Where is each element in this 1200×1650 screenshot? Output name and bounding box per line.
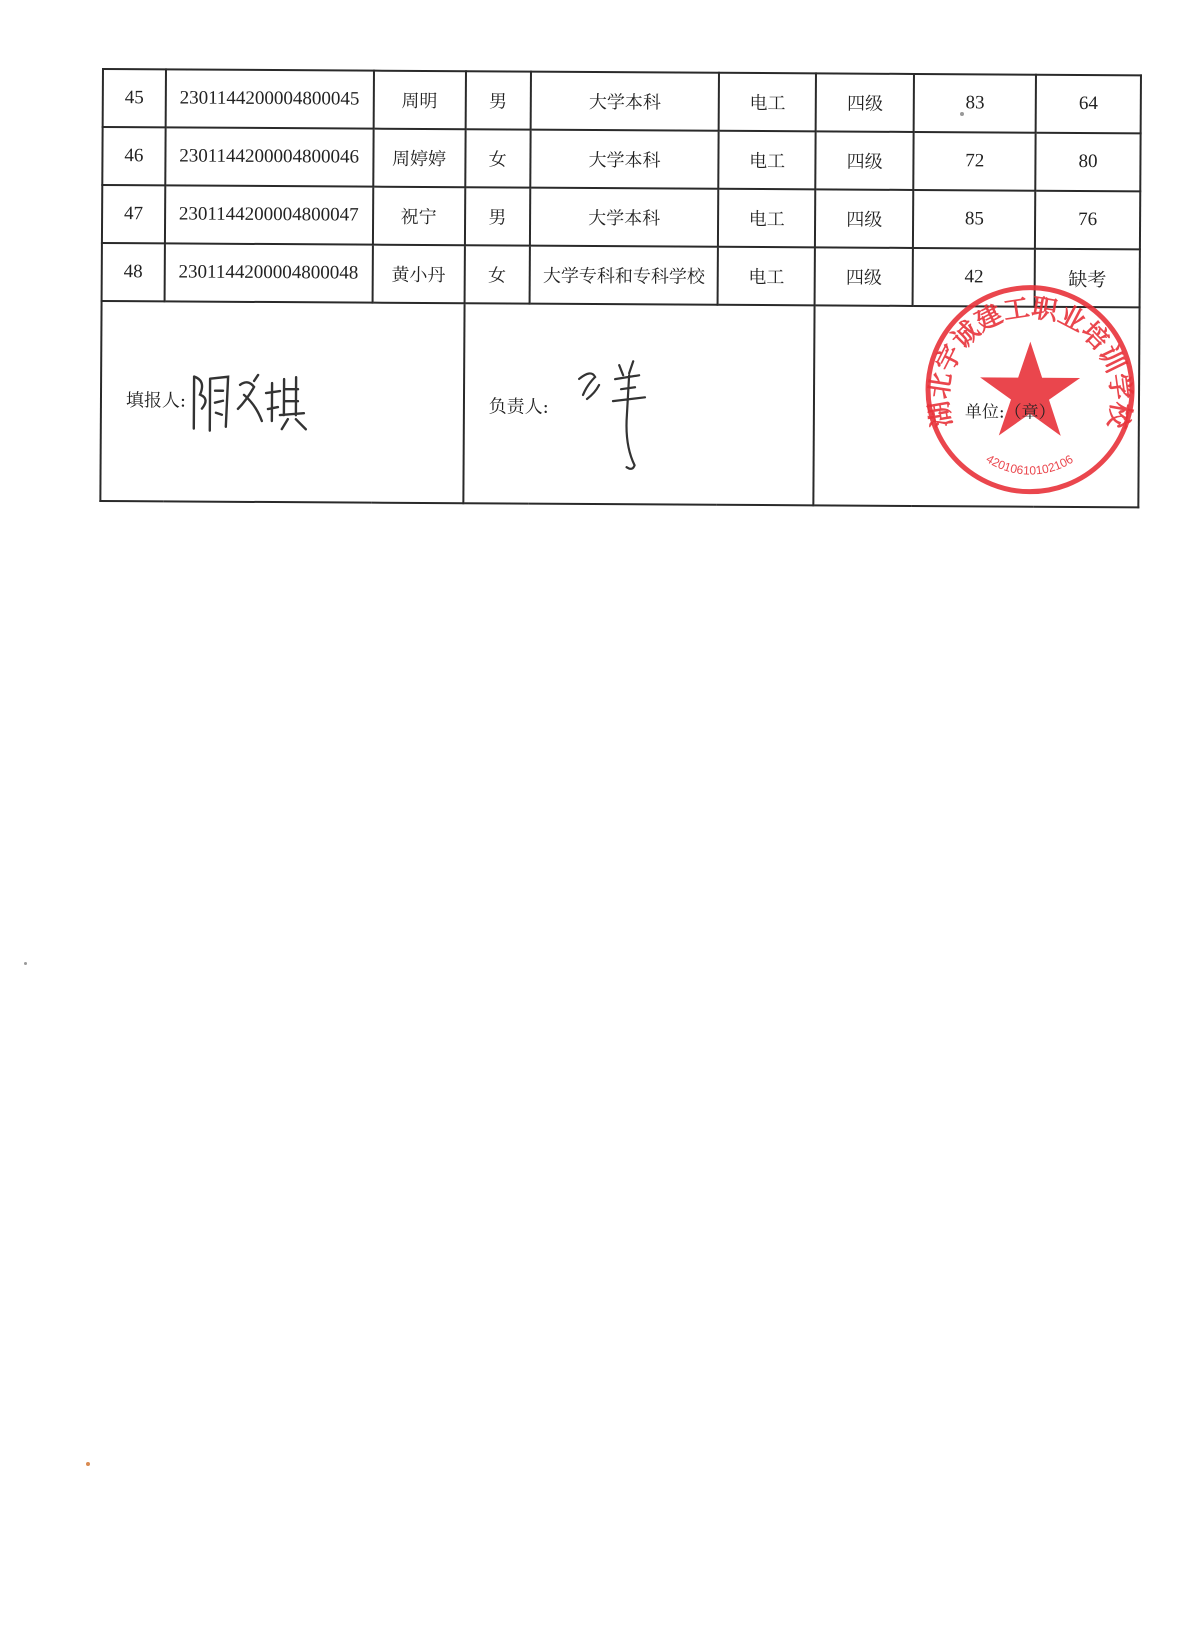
theory-score: 83 xyxy=(914,74,1036,133)
scan-speck xyxy=(24,962,27,965)
trade: 电工 xyxy=(718,247,815,306)
theory-score: 85 xyxy=(913,190,1035,249)
filler-cell xyxy=(100,301,464,503)
practical-score: 80 xyxy=(1035,133,1140,192)
responsible-cell xyxy=(463,303,814,505)
row-number: 45 xyxy=(103,69,166,127)
table-row xyxy=(102,127,1140,191)
table-row xyxy=(103,69,1141,133)
signature-row xyxy=(100,301,1139,507)
person-name: 周明 xyxy=(373,71,466,130)
level: 四级 xyxy=(815,189,914,248)
responsible-signature xyxy=(574,355,685,476)
gender: 男 xyxy=(465,71,530,129)
unit-cell xyxy=(813,293,1139,507)
cert-id: 230114420000480004​6 xyxy=(165,127,373,186)
responsible-label: 负责人: xyxy=(488,396,549,418)
gender: 女 xyxy=(464,245,529,303)
scan-speck xyxy=(960,112,964,116)
filler-signature xyxy=(188,365,318,436)
seal-name: 湖北宇诚建工职业培训学校 xyxy=(924,293,1136,431)
theory-score: 42 xyxy=(913,248,1035,307)
education: 大学本科 xyxy=(530,130,719,189)
cert-id: 230114420000480004​8 xyxy=(164,243,372,302)
education: 大学本科 xyxy=(530,72,719,131)
scan-speck xyxy=(86,1462,90,1466)
cert-id: 230114420000480004​5 xyxy=(166,69,374,128)
person-name: 祝宁 xyxy=(372,187,465,246)
unit-label: 单位:（章） xyxy=(964,402,1056,423)
filler-label: 填报人: xyxy=(125,390,187,412)
svg-text:42010610102106 xyxy=(984,451,1076,478)
table-row xyxy=(102,185,1140,249)
practical-score: 缺考 xyxy=(1035,249,1140,308)
trade: 电工 xyxy=(719,131,816,190)
education: 大学专科和专科学校 xyxy=(529,246,718,305)
level: 四级 xyxy=(815,131,914,190)
gender: 女 xyxy=(465,129,530,187)
level: 四级 xyxy=(816,73,915,132)
theory-score: 72 xyxy=(914,132,1036,191)
gender: 男 xyxy=(465,187,530,245)
person-name: 黄小丹 xyxy=(372,245,465,304)
education: 大学本科 xyxy=(530,188,719,247)
person-name: 周婷婷 xyxy=(373,129,466,188)
trade: 电工 xyxy=(719,73,816,132)
score-table xyxy=(99,68,1142,508)
seal-code: 42010610102106 xyxy=(983,451,1076,478)
seal-lettering xyxy=(919,279,1140,500)
row-number: 47 xyxy=(102,185,165,243)
row-number: 48 xyxy=(102,243,165,301)
practical-score: 64 xyxy=(1036,75,1141,134)
row-number: 46 xyxy=(102,127,165,185)
practical-score: 76 xyxy=(1035,191,1140,250)
level: 四级 xyxy=(815,247,914,306)
trade: 电工 xyxy=(718,189,815,248)
cert-id: 230114420000480004​7 xyxy=(165,185,373,244)
